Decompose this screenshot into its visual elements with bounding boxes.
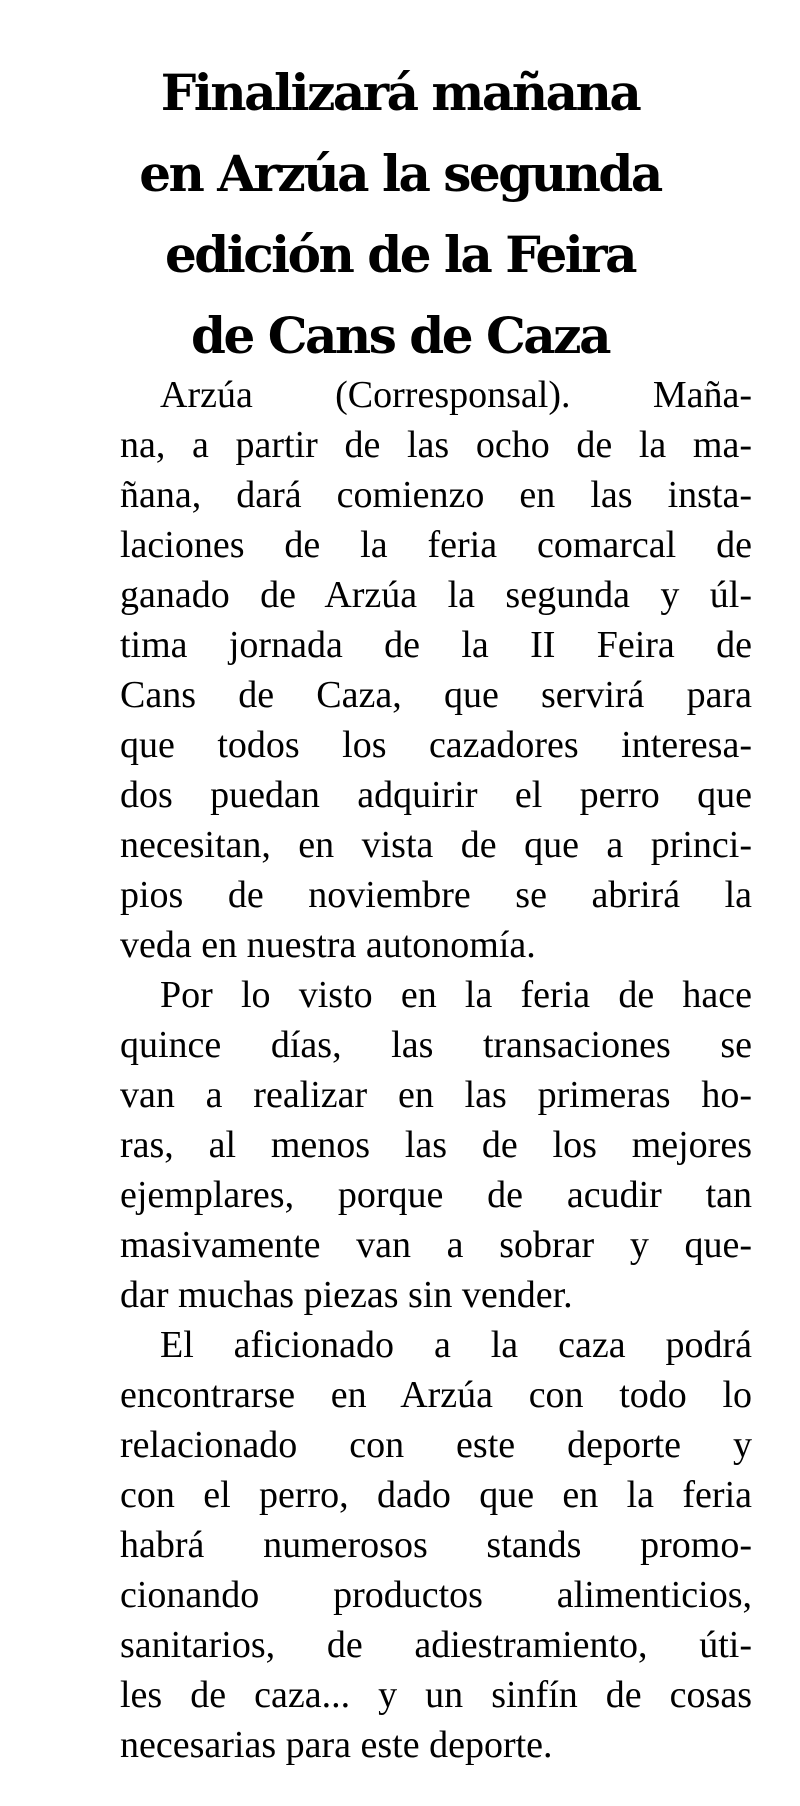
text-line: ganado de Arzúa la segunda y úl- [120,574,752,616]
text-line: quince días, las transaciones se [120,1024,752,1066]
text-line: que todos los cazadores interesa- [120,724,752,766]
text-line: masivamente van a sobrar y que- [120,1224,752,1266]
text-line: veda en nuestra autonomía. [120,924,536,966]
text-line: ñana, dará comienzo en las insta- [120,474,752,516]
text-line: con el perro, dado que en la feria [120,1474,752,1516]
text-line: necesarias para este deporte. [120,1724,553,1766]
text-line: habrá numerosos stands promo- [120,1524,752,1566]
headline [80,52,720,376]
text-line: relacionado con este deporte y [120,1424,752,1466]
headline-line: de Cans de Caza [191,306,609,365]
text-line: sanitarios, de adiestramiento, úti- [120,1624,752,1666]
paragraph-2 [120,970,752,1320]
headline-line: Finalizará mañana [160,63,640,122]
paragraph-3 [120,1320,752,1770]
text-line: El aficionado a la caza podrá [160,1324,752,1366]
text-line: ras, al menos las de los mejores [120,1124,752,1166]
article-body [120,370,752,1770]
text-line: ejemplares, porque de acudir tan [120,1174,752,1216]
headline-line: en Arzúa la segunda [139,144,661,203]
text-line: tima jornada de la II Feira de [120,624,752,666]
text-line: laciones de la feria comarcal de [120,524,752,566]
text-line: encontrarse en Arzúa con todo lo [120,1374,752,1416]
text-line: van a realizar en las primeras ho- [120,1074,752,1116]
text-line: les de caza... y un sinfín de cosas [120,1674,752,1716]
paragraph-1 [120,370,752,970]
text-line: cionando productos alimenticios, [120,1574,752,1616]
text-line: necesitan, en vista de que a princi- [120,824,752,866]
text-line: dar muchas piezas sin vender. [120,1274,573,1316]
headline-line: edición de la Feira [164,225,636,284]
text-line: dos puedan adquirir el perro que [120,774,752,816]
text-line: Arzúa (Corresponsal). Maña- [160,374,752,416]
text-line: Por lo visto en la feria de hace [160,974,752,1016]
text-line: pios de noviembre se abrirá la [120,874,752,916]
text-line: Cans de Caza, que servirá para [120,674,752,716]
text-line: na, a partir de las ocho de la ma- [120,424,752,466]
